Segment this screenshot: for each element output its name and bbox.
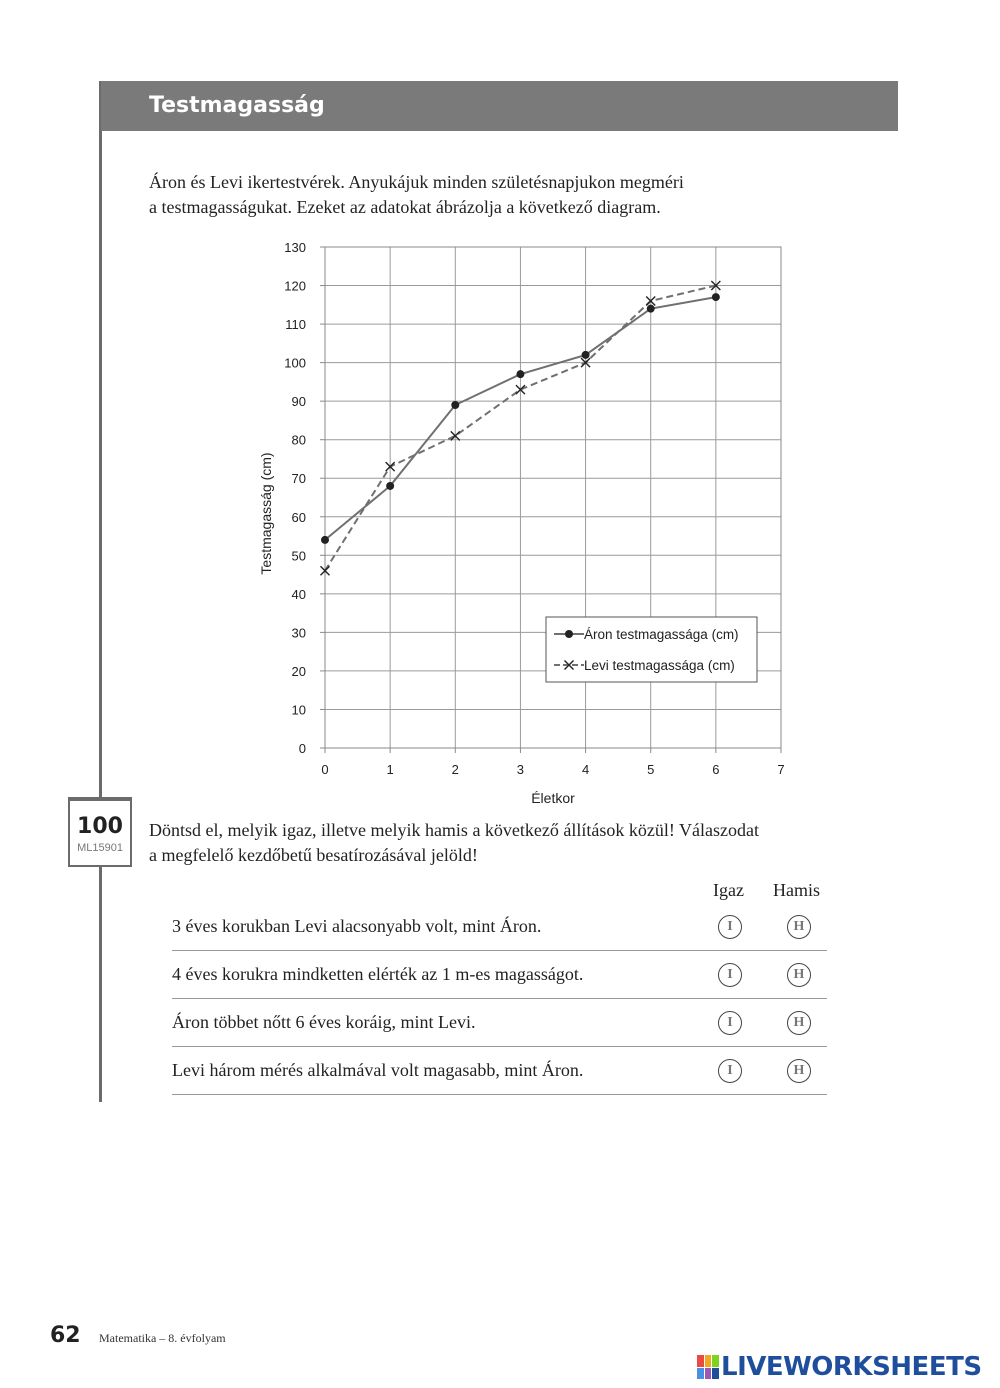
data-point-dot bbox=[451, 401, 459, 409]
y-tick-label: 20 bbox=[291, 663, 306, 679]
question-line-2: a megfelelő kezdőbetű besatírozásával jelöld! bbox=[149, 845, 478, 865]
task-badge bbox=[68, 797, 132, 867]
true-option-circle[interactable]: I bbox=[718, 1011, 742, 1035]
logo-square bbox=[705, 1368, 712, 1380]
section-title: Testmagasság bbox=[149, 93, 325, 118]
question-line-1: Döntsd el, melyik igaz, illetve melyik hamis a következő állítások közül! Válaszodat bbox=[149, 820, 760, 840]
data-point-dot bbox=[582, 351, 590, 359]
x-tick-label: 2 bbox=[451, 762, 459, 777]
statement-row bbox=[172, 951, 827, 999]
x-tick-label: 0 bbox=[321, 762, 329, 777]
statement-text: Áron többet nőtt 6 éves koráig, mint Levi. bbox=[172, 1012, 476, 1032]
book-title: Matematika – 8. évfolyam bbox=[99, 1331, 226, 1345]
liveworksheets-logo bbox=[697, 1353, 982, 1381]
column-header-false: Hamis bbox=[773, 880, 820, 900]
x-axis-label: Életkor bbox=[531, 790, 575, 806]
y-axis-label: Testmagasság (cm) bbox=[258, 452, 274, 575]
false-option-circle[interactable]: H bbox=[787, 915, 811, 939]
false-option-circle[interactable]: H bbox=[787, 1059, 811, 1083]
y-tick-label: 120 bbox=[284, 278, 306, 294]
logo-square bbox=[705, 1355, 712, 1367]
true-option-circle[interactable]: I bbox=[718, 963, 742, 987]
task-code: ML15901 bbox=[77, 842, 123, 854]
statement-text: 4 éves korukra mindketten elérték az 1 m-es magasságot. bbox=[172, 964, 584, 984]
x-tick-label: 6 bbox=[712, 762, 720, 777]
statement-row bbox=[172, 999, 827, 1047]
logo-square bbox=[712, 1355, 719, 1367]
page-number: 62 bbox=[50, 1323, 81, 1348]
y-tick-label: 40 bbox=[291, 586, 306, 602]
y-tick-label: 50 bbox=[291, 548, 306, 564]
x-tick-label: 5 bbox=[647, 762, 655, 777]
y-tick-label: 60 bbox=[291, 509, 306, 525]
intro-line-1: Áron és Levi ikertestvérek. Anyukájuk minden születésnapjukon megméri bbox=[149, 172, 684, 192]
intro-line-2: a testmagasságukat. Ezeket az adatokat ábrázolja a következő diagram. bbox=[149, 197, 661, 217]
y-tick-label: 130 bbox=[284, 240, 306, 255]
y-tick-label: 100 bbox=[284, 355, 306, 371]
chart-legend bbox=[546, 617, 757, 682]
legend-label: Levi testmagassága (cm) bbox=[584, 658, 735, 673]
data-point-dot bbox=[647, 305, 655, 313]
y-tick-label: 110 bbox=[285, 317, 306, 333]
legend-marker-dot bbox=[565, 630, 573, 638]
logo-square bbox=[712, 1368, 719, 1380]
question-text bbox=[149, 818, 849, 868]
data-point-dot bbox=[516, 370, 524, 378]
x-tick-label: 3 bbox=[516, 762, 525, 777]
data-point-dot bbox=[712, 293, 720, 301]
liveworksheets-logo-icon bbox=[697, 1355, 719, 1379]
y-tick-label: 90 bbox=[291, 394, 306, 410]
statement-row bbox=[172, 1047, 827, 1095]
data-point-dot bbox=[386, 482, 394, 490]
statement-text: 3 éves korukban Levi alacsonyabb volt, mint Áron. bbox=[172, 916, 542, 936]
statement-text: Levi három mérés alkalmával volt magasabb, mint Áron. bbox=[172, 1060, 584, 1080]
true-option-circle[interactable]: I bbox=[718, 1059, 742, 1083]
legend-label: Áron testmagassága (cm) bbox=[584, 627, 739, 642]
data-point-dot bbox=[321, 536, 329, 544]
logo-square bbox=[697, 1368, 704, 1380]
liveworksheets-logo-text: LIVEWORKSHEETS bbox=[721, 1352, 982, 1382]
logo-square bbox=[697, 1355, 704, 1367]
x-tick-label: 7 bbox=[777, 762, 785, 777]
x-tick-label: 1 bbox=[386, 762, 394, 777]
y-tick-label: 10 bbox=[291, 702, 306, 718]
true-option-circle[interactable]: I bbox=[718, 915, 742, 939]
y-tick-label: 70 bbox=[291, 471, 306, 487]
y-tick-label: 30 bbox=[291, 625, 306, 641]
y-tick-label: 0 bbox=[298, 741, 306, 756]
false-option-circle[interactable]: H bbox=[787, 963, 811, 987]
task-number: 100 bbox=[77, 814, 123, 839]
x-tick-label: 4 bbox=[581, 762, 590, 777]
false-option-circle[interactable]: H bbox=[787, 1011, 811, 1035]
y-tick-label: 80 bbox=[291, 432, 306, 448]
statement-row bbox=[172, 903, 827, 951]
column-header-true: Igaz bbox=[713, 880, 744, 900]
